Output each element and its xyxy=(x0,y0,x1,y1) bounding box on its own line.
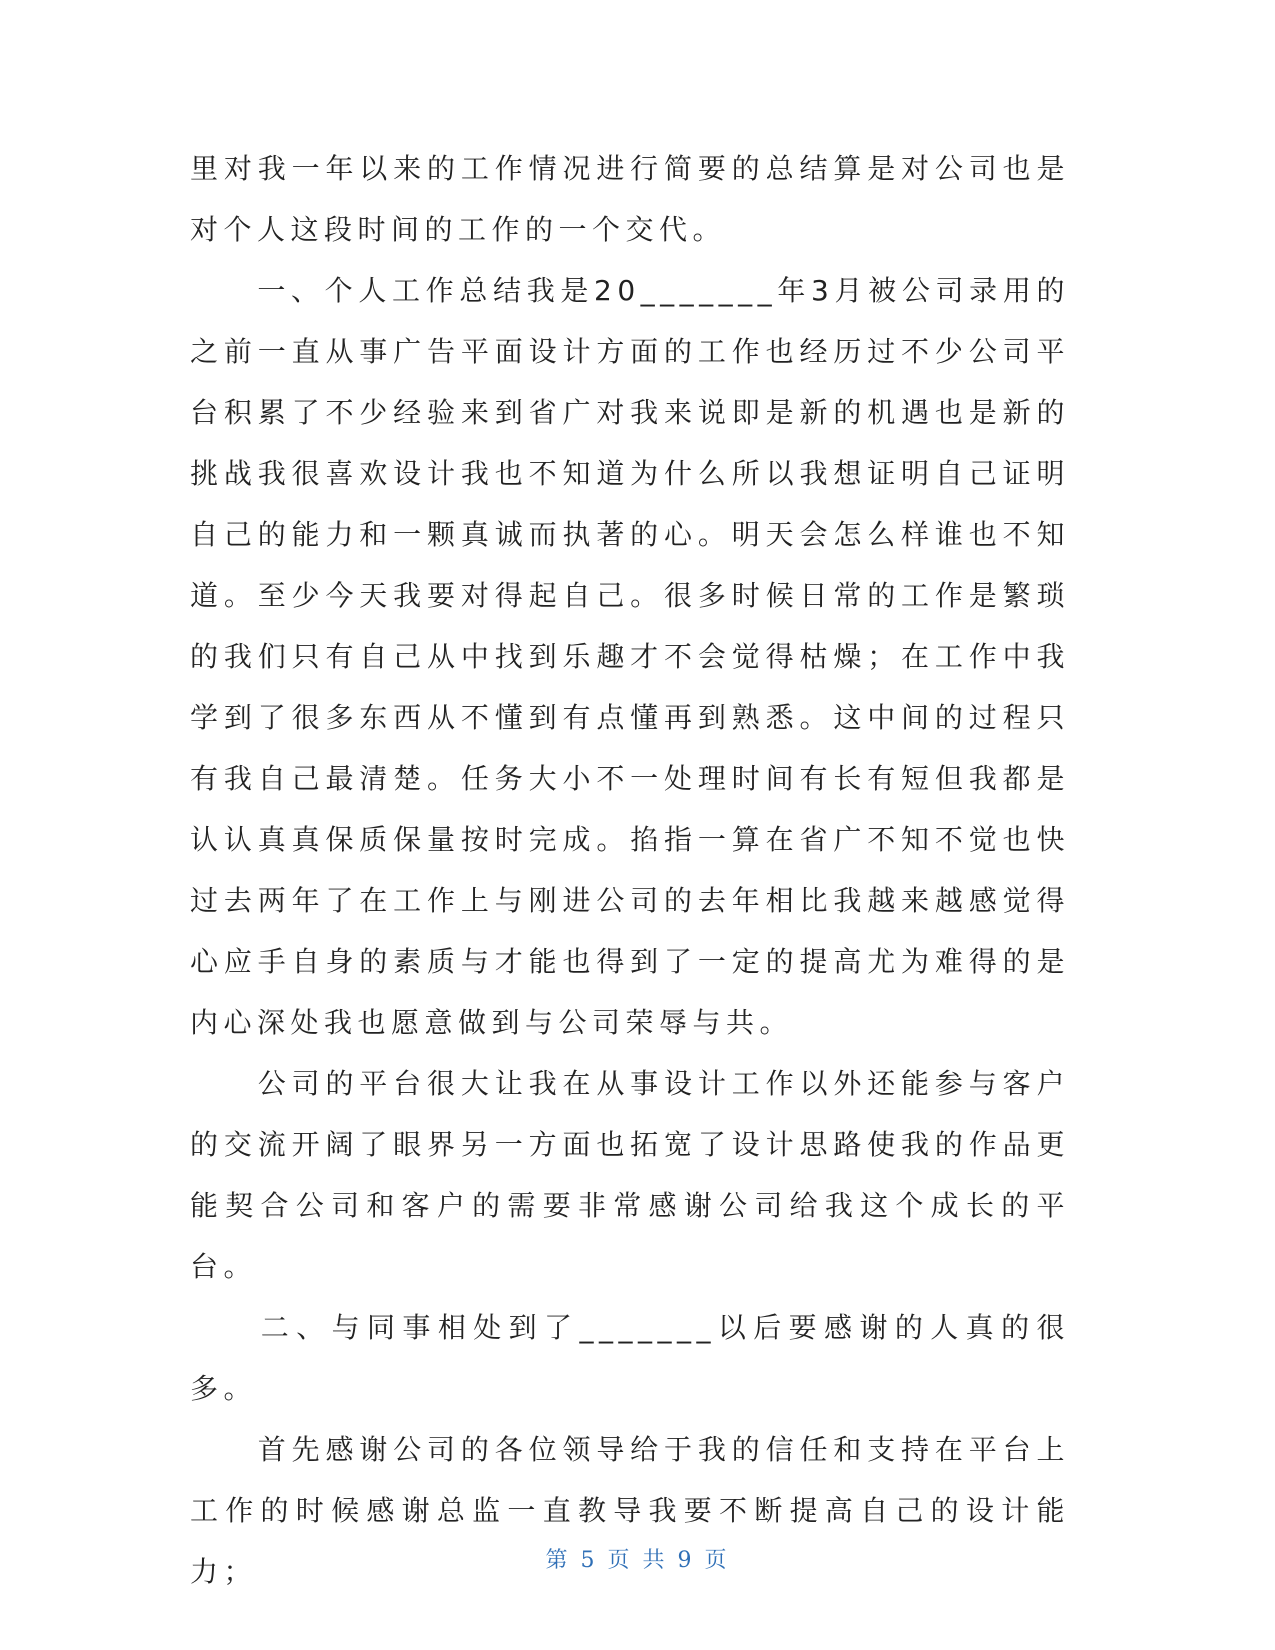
paragraph-3: 公司的平台很大让我在从事设计工作以外还能参与客户的交流开阔了眼界另一方面也拓宽了设计思路使我的作品更能契合公司和客户的需要非常感谢公司给我这个成长的平台。 xyxy=(190,1067,1070,1283)
document-body xyxy=(190,138,1070,1602)
paragraph-5: 首先感谢公司的各位领导给于我的信任和支持在平台上工作的时候感谢总监一直教导我要不断提高自己的设计能力； xyxy=(190,1433,1070,1588)
page-footer xyxy=(0,1543,1275,1574)
paragraph-1: 里对我一年以来的工作情况进行简要的总结算是对公司也是对个人这段时间的工作的一个交代。 xyxy=(190,152,1070,246)
paragraph-2: 一、个人工作总结我是20_______年3月被公司录用的之前一直从事广告平面设计方面的工作也经历过不少公司平台积累了不少经验来到省广对我来说即是新的机遇也是新的挑战我很喜欢设计我也不知道为什么所以我想证明自己证明自己的能力和一颗真诚而执著的心。明天会怎么样谁也不知道。至少今天我要对得起自己。很多时候日常的工作是繁琐的我们只有自己从中找到乐趣才不会觉得枯燥；在工作中我学到了很多东西从不懂到有点懂再到熟悉。这中间的过程只有我自己最清楚。任务大小不一处理时间有长有短但我都是认认真真保质保量按时完成。掐指一算在省广不知不觉也快过去两年了在工作上与刚进公司的去年相比我越来越感觉得心应手自身的素质与才能也得到了一定的提高尤为难得的是内心深处我也愿意做到与公司荣辱与共。 xyxy=(190,274,1070,1039)
page-number-label: 第 5 页 共 9 页 xyxy=(545,1548,730,1573)
paragraph-4: 二、与同事相处到了_______以后要感谢的人真的很多。 xyxy=(190,1311,1070,1405)
